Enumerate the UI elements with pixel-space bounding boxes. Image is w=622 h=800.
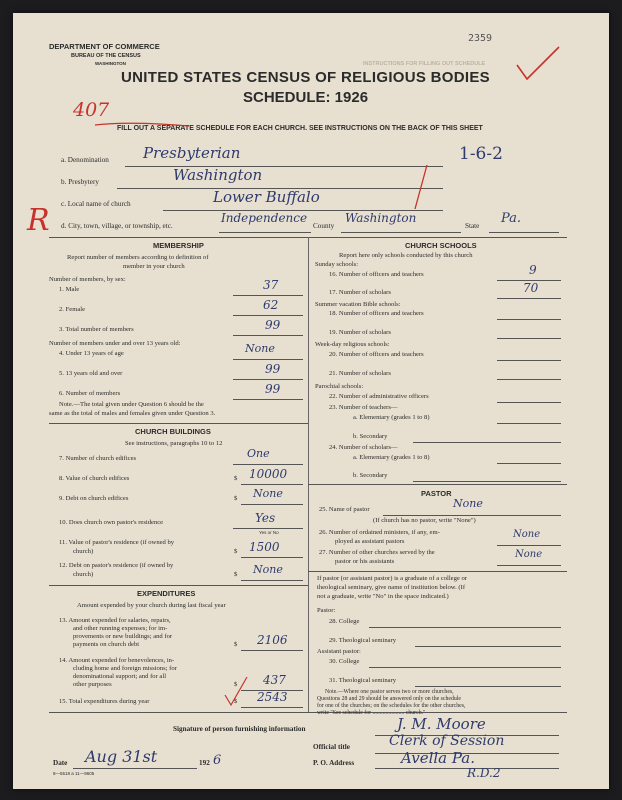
pastor-heading: PASTOR — [421, 489, 452, 498]
q13-line-4: payments on church debt — [73, 641, 140, 648]
weekday-schools-label: Week-day religious schools: — [315, 341, 390, 348]
q19-label: 19. Number of scholars — [329, 329, 391, 336]
q14-dollar: $ — [234, 681, 238, 688]
q23-secondary: b. Secondary — [353, 433, 388, 440]
q11-label-2: church) — [73, 548, 94, 555]
faded-heading: INSTRUCTIONS FOR FILLING OUT SCHEDULE — [363, 61, 486, 67]
q18-label: 18. Number of officers and teachers — [329, 310, 424, 317]
q25-label: 25. Name of pastor — [319, 506, 370, 513]
q13-line-1: 13. Amount expended for salaries, repairs, — [59, 617, 171, 624]
city-label: WASHINGTON — [95, 61, 126, 66]
address-value: Avella Pa. — [401, 749, 476, 767]
q5-value: 99 — [265, 362, 281, 376]
pastor-note-2: Questions 28 and 29 should be answered only on the schedule — [317, 696, 461, 702]
by-sex-label: Number of members, by sex: — [49, 276, 126, 283]
red-check-total-icon — [221, 673, 251, 709]
city-label-field: d. City, town, village, or township, etc. — [61, 222, 173, 230]
q24-elementary: a. Elementary (grades 1 to 8) — [353, 454, 430, 461]
city-value: Independence — [221, 211, 308, 225]
membership-note-2: same as the total of males and females given under Question 3. — [49, 410, 216, 417]
q2-value: 62 — [263, 298, 279, 312]
q26-value: None — [513, 529, 541, 540]
year-prefix: 192 — [199, 759, 210, 767]
q1-value: 37 — [263, 278, 279, 292]
presbytery-label: b. Presbytery — [61, 178, 99, 186]
presbytery-value: Washington — [173, 166, 263, 184]
q21-label: 21. Number of scholars — [329, 370, 391, 377]
signature-label: Signature of person furnishing information — [173, 725, 306, 733]
instruction-line: FILL OUT A SEPARATE SCHEDULE FOR EACH CHURCH. SEE INSTRUCTIONS ON THE BACK OF THIS SHEET — [117, 125, 483, 132]
q26-line-1: 26. Number of ordained ministers, if any, em- — [319, 529, 440, 536]
q29-label: 29. Theological seminary — [329, 637, 397, 644]
buildings-heading: CHURCH BUILDINGS — [135, 427, 211, 436]
pastor-note-3: for one of the churches; on the schedules for the other churches, — [317, 703, 466, 709]
date-value: Aug 31st — [85, 747, 158, 766]
q20-label: 20. Number of officers and teachers — [329, 351, 424, 358]
q12-value: None — [253, 563, 283, 576]
q22-label: 22. Number of administrative officers — [329, 393, 429, 400]
q25-hint: (If church has no pastor, write "None") — [373, 517, 476, 524]
graduate-line-2: theological seminary, give name of institution below. (If — [317, 584, 466, 591]
q30-label: 30. College — [329, 658, 360, 665]
schools-heading: CHURCH SCHOOLS — [405, 241, 477, 250]
form-title: UNITED STATES CENSUS OF RELIGIOUS BODIES — [121, 69, 490, 86]
q27-line-2: pastor or his assistants — [335, 558, 395, 565]
red-check-icon — [513, 43, 563, 83]
denomination-value: Presbyterian — [143, 144, 241, 162]
date-label: Date — [53, 759, 68, 767]
q13-value: 2106 — [257, 633, 288, 647]
red-underline-icon — [93, 117, 193, 131]
county-label: County — [313, 222, 335, 230]
red-slash-icon — [411, 163, 431, 213]
q23-label: 23. Number of teachers— — [329, 404, 398, 411]
q14-line-4: other purposes — [73, 681, 112, 688]
q10-value: Yes — [255, 511, 276, 525]
q9-label: 9. Debt on church edifices — [59, 495, 129, 502]
q3-value: 99 — [265, 318, 281, 332]
denomination-label: a. Denomination — [61, 156, 109, 164]
q12-label-1: 12. Debt on pastor's residence (if owned by — [59, 562, 174, 569]
q17-label: 17. Number of scholars — [329, 289, 391, 296]
q8-dollar: $ — [234, 475, 238, 482]
q8-label: 8. Value of church edifices — [59, 475, 130, 482]
address-value-2: R.D.2 — [467, 766, 501, 780]
q10-hint: Yes or No — [259, 530, 279, 535]
q4-label: 4. Under 13 years of age — [59, 350, 124, 357]
county-value: Washington — [345, 211, 417, 225]
assistant-pastor-label: Assistant pastor: — [317, 648, 361, 655]
pastor-sub-label: Pastor: — [317, 607, 336, 614]
q5-label: 5. 13 years old and over — [59, 370, 123, 377]
official-title-value: Clerk of Session — [389, 733, 505, 749]
state-value: Pa. — [501, 211, 522, 226]
q11-dollar: $ — [234, 548, 238, 555]
q13-line-3: provements or new buildings; and for — [73, 633, 173, 640]
membership-intro-1: Report number of members according to definition of — [67, 254, 209, 261]
q23-elementary: a. Elementary (grades 1 to 8) — [353, 414, 430, 421]
q24-secondary: b. Secondary — [353, 472, 388, 479]
q9-dollar: $ — [234, 495, 238, 502]
local-name-label: c. Local name of church — [61, 200, 131, 208]
graduate-line-3: not a graduate, write "No" in the space indicated.) — [317, 593, 449, 600]
q15-dollar: $ — [234, 698, 238, 705]
q25-value: None — [453, 497, 483, 510]
q14-value: 437 — [263, 673, 286, 687]
q12-dollar: $ — [234, 571, 238, 578]
q16-label: 16. Number of officers and teachers — [329, 271, 424, 278]
membership-heading: MEMBERSHIP — [153, 241, 204, 250]
membership-intro-2: member in your church — [123, 263, 185, 270]
q17-value: 70 — [523, 281, 539, 295]
sunday-schools-label: Sunday schools: — [315, 261, 359, 268]
q16-value: 9 — [529, 263, 537, 277]
parochial-schools-label: Parochial schools: — [315, 383, 364, 390]
q14-line-1: 14. Amount expended for benevolences, in- — [59, 657, 175, 664]
code-annotation: 1-6-2 — [459, 144, 503, 164]
serial-number: 2359 — [468, 33, 493, 44]
q1-label: 1. Male — [59, 286, 80, 293]
q14-line-3: denominational support; and for all — [73, 673, 167, 680]
signature-value: J. M. Moore — [397, 715, 486, 733]
q2-label: 2. Female — [59, 306, 86, 313]
graduate-line-1: If pastor (or assistant pastor) is a graduate of a college or — [317, 575, 467, 582]
q13-line-2: and other running expenses; for im- — [73, 625, 168, 632]
q28-label: 28. College — [329, 618, 360, 625]
q24-label: 24. Number of scholars— — [329, 444, 398, 451]
department-label: DEPARTMENT OF COMMERCE — [49, 42, 160, 51]
q27-value: None — [515, 549, 543, 560]
schedule-title: SCHEDULE: 1926 — [243, 89, 369, 106]
pastor-note-4: write "See schedule for ...................... church." — [317, 710, 426, 716]
bureau-label: BUREAU OF THE CENSUS — [71, 53, 141, 59]
red-annotation-number: 407 — [73, 99, 110, 121]
expenditures-heading: EXPENDITURES — [137, 589, 196, 598]
buildings-sub: See instructions, paragraphs 10 to 12 — [125, 440, 223, 447]
q10-label: 10. Does church own pastor's residence — [59, 519, 164, 526]
local-name-value: Lower Buffalo — [213, 188, 320, 206]
census-schedule-sheet — [13, 13, 609, 789]
q3-label: 3. Total number of members — [59, 326, 134, 333]
q15-label: 15. Total expenditures during year — [59, 698, 150, 705]
q26-line-2: ployed as assistant pastors — [335, 538, 405, 545]
address-label: P. O. Address — [313, 759, 355, 767]
q31-label: 31. Theological seminary — [329, 677, 397, 684]
official-title-label: Official title — [313, 743, 350, 751]
pastor-note-1: Note.—Where one pastor serves two or more churches, — [325, 689, 454, 695]
expenditures-sub: Amount expended by your church during last fiscal year — [77, 602, 226, 609]
q11-value: 1500 — [249, 540, 280, 554]
age-label: Number of members under and over 13 years old: — [49, 340, 181, 347]
q7-label: 7. Number of church edifices — [59, 455, 137, 462]
summer-schools-label: Summer vacation Bible schools: — [315, 301, 401, 308]
q14-line-2: cluding home and foreign missions; for — [73, 665, 177, 672]
form-number: 8—5518 a 11—9605 — [53, 771, 95, 776]
q13-dollar: $ — [234, 641, 238, 648]
q4-value: None — [245, 342, 275, 355]
schools-sub: Report here only schools conducted by this church — [339, 252, 473, 259]
red-annotation-letter: R — [27, 203, 50, 238]
q9-value: None — [253, 487, 283, 500]
q6-label: 6. Number of members — [59, 390, 121, 397]
q27-line-1: 27. Number of other churches served by the — [319, 549, 435, 556]
q12-label-2: church) — [73, 571, 94, 578]
q8-value: 10000 — [249, 467, 288, 481]
q15-value: 2543 — [257, 690, 288, 704]
state-label: State — [465, 222, 480, 230]
membership-note-1: Note.—The total given under Question 6 should be the — [59, 401, 204, 408]
year-value: 6 — [213, 753, 222, 768]
q7-value: One — [247, 447, 270, 460]
q11-label-1: 11. Value of pastor's residence (if owned by — [59, 539, 175, 546]
q6-value: 99 — [265, 382, 281, 396]
